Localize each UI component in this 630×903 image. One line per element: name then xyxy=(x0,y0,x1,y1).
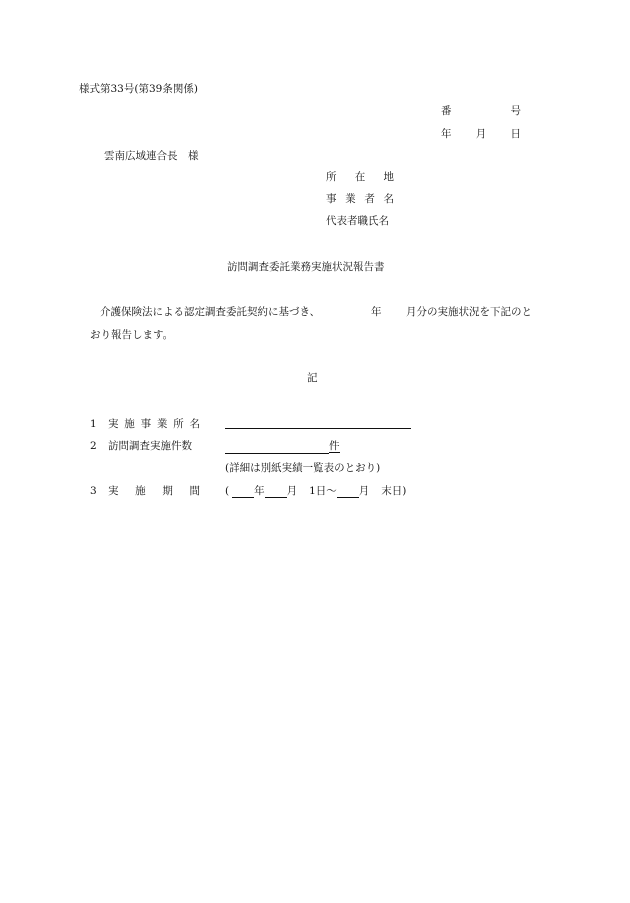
date-char-day: 日 xyxy=(510,128,521,140)
ki-heading: 記 xyxy=(307,372,318,384)
item3-month-unit1: 月 xyxy=(286,485,298,497)
item2-note: (詳細は別紙実績一覧表のとおり) xyxy=(225,462,381,474)
item3-month-blank1[interactable] xyxy=(265,484,287,498)
document-title: 訪問調査委託業務実施状況報告書 xyxy=(227,261,385,273)
item3-month-blank2[interactable] xyxy=(337,484,359,498)
item1-number: 1 xyxy=(90,418,97,430)
address-char-2: 在 xyxy=(354,171,366,183)
form-number-label: 様式第33号(第39条関係) xyxy=(79,83,198,95)
item1-char-5: 所 xyxy=(173,418,184,430)
operator-char-2: 業 xyxy=(345,193,356,205)
item3-first-day: 1日〜 xyxy=(309,485,337,497)
item2-count-field xyxy=(225,439,340,454)
number-char-ban: 番 xyxy=(441,105,452,117)
item1-char-1: 実 xyxy=(108,418,119,430)
item2-number: 2 xyxy=(90,440,97,452)
item1-facility-name-blank[interactable] xyxy=(225,416,411,429)
operator-char-4: 名 xyxy=(383,193,394,205)
date-char-month: 月 xyxy=(475,128,487,140)
operator-char-1: 事 xyxy=(326,193,337,205)
item3-char-1: 実 xyxy=(108,485,119,497)
addressee: 雲南広域連合長 様 xyxy=(104,150,199,162)
number-char-go: 号 xyxy=(510,105,521,117)
document-number-line xyxy=(441,104,521,118)
item1-label xyxy=(108,417,200,431)
address-char-3: 地 xyxy=(383,171,394,183)
body-text-line2: おり報告します。 xyxy=(90,329,174,341)
item1-char-2: 施 xyxy=(124,418,135,430)
item3-char-4: 間 xyxy=(189,485,200,497)
date-char-year: 年 xyxy=(441,128,452,140)
item2-count-blank[interactable] xyxy=(225,440,329,454)
sender-representative-label: 代表者職氏名 xyxy=(326,215,389,227)
item1-char-6: 名 xyxy=(189,418,200,430)
item1-char-4: 業 xyxy=(156,418,168,430)
operator-char-3: 者 xyxy=(364,193,375,205)
item2-label: 訪問調査実施件数 xyxy=(108,440,192,452)
item3-char-3: 期 xyxy=(162,485,173,497)
item3-char-2: 施 xyxy=(135,485,146,497)
item3-end-day: 末日) xyxy=(381,485,407,497)
sender-operator-label xyxy=(326,192,394,206)
body-text-part2: 月分の実施状況を下記のと xyxy=(406,306,532,318)
item3-open-paren: ( xyxy=(225,485,230,497)
sender-address-label xyxy=(326,170,394,184)
item3-year-blank[interactable] xyxy=(232,484,254,498)
item3-number: 3 xyxy=(90,485,97,497)
body-text-part1: 介護保険法による認定調査委託契約に基づき、 xyxy=(100,306,321,318)
item1-char-3: 事 xyxy=(140,418,152,430)
item3-label xyxy=(108,484,200,498)
body-year-unit: 年 xyxy=(371,306,382,318)
address-char-1: 所 xyxy=(326,171,337,183)
item3-month-unit2: 月 xyxy=(358,485,370,497)
item2-unit: 件 xyxy=(329,440,340,452)
document-date-line xyxy=(441,127,521,141)
item3-year-unit: 年 xyxy=(254,485,265,497)
item3-period-field xyxy=(225,484,406,498)
